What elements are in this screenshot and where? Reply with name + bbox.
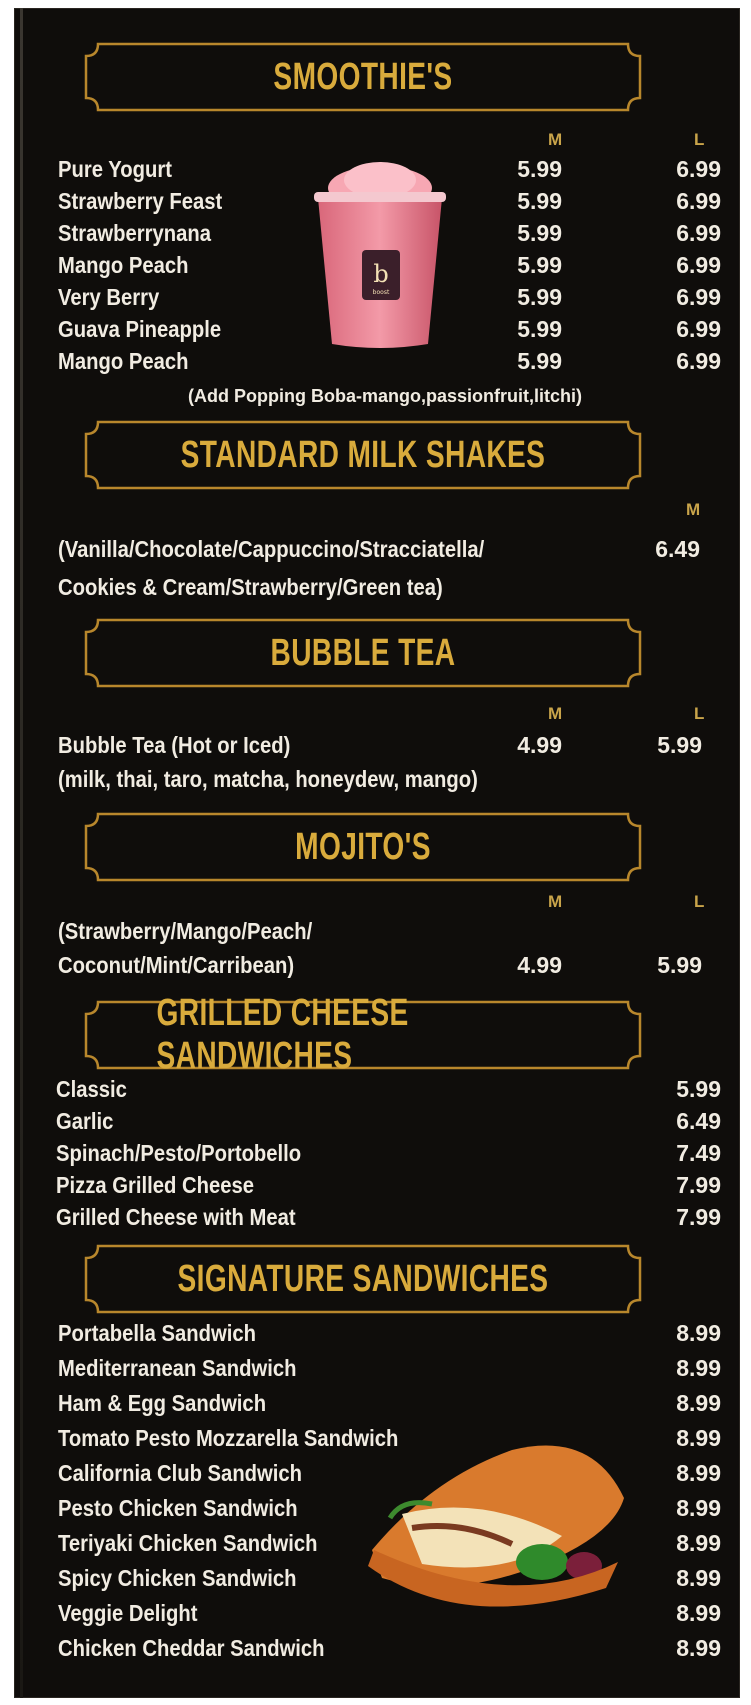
signature-item [58, 1600, 721, 1632]
item-name: Mango Peach [58, 348, 189, 374]
grilled-item [56, 1204, 721, 1236]
item-price: 8.99 [676, 1495, 721, 1521]
signature-item [58, 1565, 721, 1597]
item-name: Pesto Chicken Sandwich [58, 1495, 298, 1521]
item-name: Very Berry [58, 284, 160, 310]
price-l: 6.99 [676, 220, 721, 246]
signature-item [58, 1390, 721, 1422]
grilled-banner [84, 992, 642, 1077]
signature-item [58, 1460, 721, 1492]
milkshakes-flavors-line1: (Vanilla/Chocolate/Cappuccino/Stracciatella/ [58, 536, 485, 562]
mojitos-banner [84, 812, 642, 882]
item-name: Strawberrynana [58, 220, 211, 246]
item-price: 8.99 [676, 1320, 721, 1346]
grilled-title: GRILLED CHEESE SANDWICHES [156, 992, 409, 1077]
item-price: 8.99 [676, 1600, 721, 1626]
smoothie-item [58, 188, 721, 220]
smoothie-item [58, 220, 721, 252]
item-price: 8.99 [676, 1530, 721, 1556]
signature-banner [84, 1244, 642, 1314]
price-m: 5.99 [517, 316, 562, 342]
smoothies-banner [84, 42, 642, 112]
svg-text:b: b [373, 260, 389, 288]
item-name: Teriyaki Chicken Sandwich [58, 1530, 318, 1556]
bubbletea-price-m: 4.99 [517, 732, 562, 758]
mojitos-flavors-line2: Coconut/Mint/Carribean) [58, 952, 295, 978]
smoothie-item [58, 252, 721, 284]
price-m: 5.99 [517, 252, 562, 278]
price-m: 5.99 [517, 220, 562, 246]
item-name: Portabella Sandwich [58, 1320, 256, 1346]
signature-title: SIGNATURE SANDWICHES [177, 1257, 549, 1300]
bubbletea-size-m: M [548, 704, 563, 723]
grilled-item [56, 1140, 721, 1172]
signature-item [58, 1320, 721, 1352]
bubbletea-name: Bubble Tea (Hot or Iced) [58, 732, 291, 758]
item-name: Chicken Cheddar Sandwich [58, 1635, 325, 1661]
signature-item [58, 1355, 721, 1387]
signature-item [58, 1425, 721, 1457]
item-name: Grilled Cheese with Meat [56, 1204, 296, 1230]
milkshakes-flavors-line2: Cookies & Cream/Strawberry/Green tea) [58, 574, 443, 600]
bubbletea-banner [84, 618, 642, 688]
item-name: Garlic [56, 1108, 114, 1134]
item-price: 7.49 [676, 1140, 721, 1166]
item-price: 8.99 [676, 1355, 721, 1381]
signature-item [58, 1495, 721, 1527]
item-price: 5.99 [676, 1076, 721, 1102]
price-m: 5.99 [517, 348, 562, 374]
item-name: Pizza Grilled Cheese [56, 1172, 254, 1198]
item-name: Strawberry Feast [58, 188, 223, 214]
item-price: 8.99 [676, 1425, 721, 1451]
smoothies-note: (Add Popping Boba-mango,passionfruit,litchi) [188, 386, 582, 406]
smoothie-item [58, 284, 721, 316]
price-m: 5.99 [517, 156, 562, 182]
bubbletea-title: BUBBLE TEA [270, 631, 456, 674]
smoothies-size-m: M [548, 130, 563, 149]
item-name: Spicy Chicken Sandwich [58, 1565, 297, 1591]
item-price: 6.49 [676, 1108, 721, 1134]
item-name: Mediterranean Sandwich [58, 1355, 297, 1381]
item-name: Spinach/Pesto/Portobello [56, 1140, 302, 1166]
mojitos-size-l: L [694, 892, 705, 911]
milkshakes-size-m: M [686, 500, 701, 519]
bubbletea-size-l: L [694, 704, 705, 723]
price-l: 6.99 [676, 316, 721, 342]
smoothie-item [58, 156, 721, 188]
item-name: Guava Pineapple [58, 316, 222, 342]
milkshakes-price: 6.49 [655, 536, 700, 562]
price-l: 6.99 [676, 188, 721, 214]
item-name: Ham & Egg Sandwich [58, 1390, 267, 1416]
bubbletea-price-l: 5.99 [657, 732, 702, 758]
price-l: 6.99 [676, 284, 721, 310]
item-name: Pure Yogurt [58, 156, 172, 182]
smoothies-title: SMOOTHIE'S [273, 55, 453, 98]
price-m: 5.99 [517, 188, 562, 214]
item-name: Tomato Pesto Mozzarella Sandwich [58, 1425, 399, 1451]
price-l: 6.99 [676, 348, 721, 374]
mojitos-title: MOJITO'S [295, 825, 431, 868]
price-l: 6.99 [676, 252, 721, 278]
milkshakes-title: STANDARD MILK SHAKES [180, 433, 546, 476]
signature-item [58, 1530, 721, 1562]
mojitos-size-m: M [548, 892, 563, 911]
mojitos-flavors-line1: (Strawberry/Mango/Peach/ [58, 918, 313, 944]
item-price: 7.99 [676, 1172, 721, 1198]
item-price: 8.99 [676, 1390, 721, 1416]
item-price: 8.99 [676, 1460, 721, 1486]
bubbletea-flavors: (milk, thai, taro, matcha, honeydew, mango) [58, 766, 478, 792]
signature-item [58, 1635, 721, 1667]
item-name: California Club Sandwich [58, 1460, 303, 1486]
milkshakes-banner [84, 420, 642, 490]
grilled-item [56, 1108, 721, 1140]
item-price: 7.99 [676, 1204, 721, 1230]
item-price: 8.99 [676, 1635, 721, 1661]
item-name: Mango Peach [58, 252, 189, 278]
item-name: Classic [56, 1076, 127, 1102]
mojitos-price-m: 4.99 [517, 952, 562, 978]
item-name: Veggie Delight [58, 1600, 198, 1626]
item-price: 8.99 [676, 1565, 721, 1591]
smoothie-item [58, 316, 721, 348]
price-m: 5.99 [517, 284, 562, 310]
smoothie-item [58, 348, 721, 380]
grilled-item [56, 1076, 721, 1108]
svg-text:boost: boost [372, 289, 390, 296]
mojitos-price-l: 5.99 [657, 952, 702, 978]
smoothies-size-l: L [694, 130, 705, 149]
price-l: 6.99 [676, 156, 721, 182]
grilled-item [56, 1172, 721, 1204]
